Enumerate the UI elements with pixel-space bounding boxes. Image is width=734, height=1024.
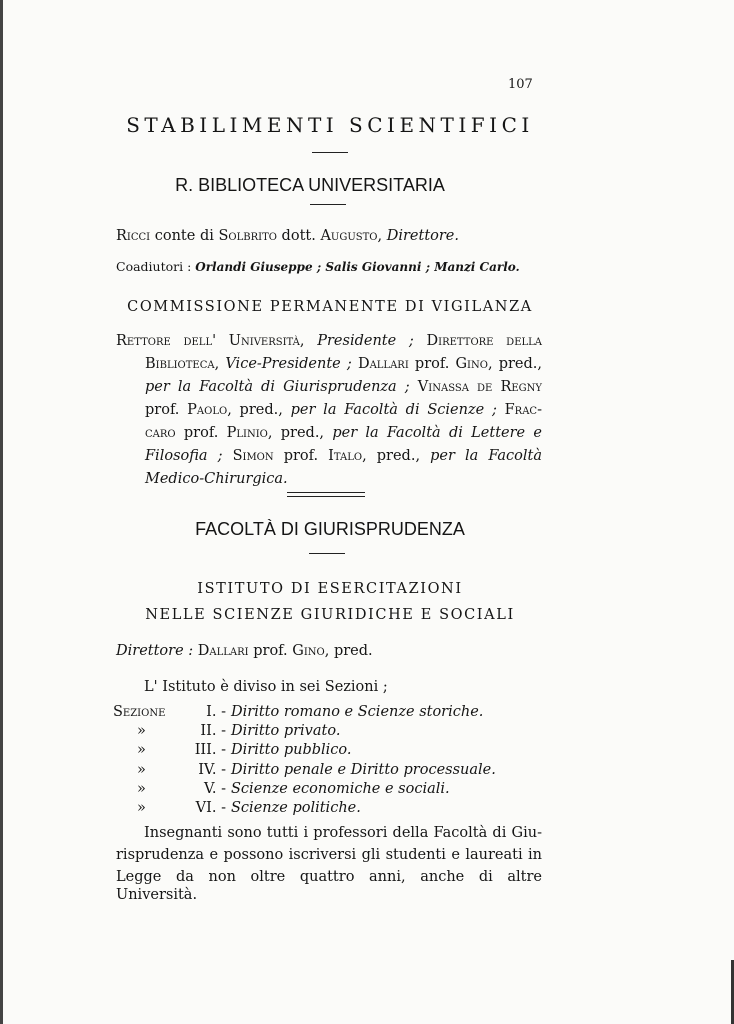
commission-line bbox=[145, 401, 542, 419]
ditto-mark: » bbox=[137, 800, 146, 816]
coadiutori-names: Orlandi Giuseppe ; Salis Giovanni ; Manzi Carlo. bbox=[195, 260, 520, 274]
section-item bbox=[178, 780, 450, 798]
ditto-mark: » bbox=[137, 742, 146, 759]
text-run: Augusto bbox=[320, 228, 378, 244]
text-run: prof. bbox=[408, 356, 456, 372]
text-run: per la Facoltà bbox=[430, 448, 543, 464]
text-run: prof. bbox=[175, 425, 227, 441]
text-run: per la Facoltà di Lettere e bbox=[332, 425, 542, 441]
text-run: , pred., bbox=[362, 448, 431, 464]
library-heading: R. BIBLIOTECA UNIVERSITARIA bbox=[175, 175, 445, 195]
section-number: II. - bbox=[200, 723, 226, 740]
ditto-mark: » bbox=[137, 761, 146, 778]
text-run: , pred., bbox=[227, 402, 291, 418]
text-run: Simon bbox=[232, 448, 274, 464]
institute-intro: L' Istituto è diviso in sei Sezioni ; bbox=[144, 679, 388, 695]
section-number: IV. - bbox=[198, 761, 226, 778]
library-director bbox=[116, 227, 459, 245]
text-run: per la Facoltà di Scienze ; bbox=[290, 402, 497, 418]
section-number: V. - bbox=[203, 780, 226, 797]
section-name: Diritto penale e Diritto processuale. bbox=[231, 761, 496, 778]
text-run: Gino bbox=[455, 356, 488, 372]
text-run: conte di bbox=[150, 228, 219, 244]
text-run: Biblioteca bbox=[145, 356, 215, 372]
text-run: prof. bbox=[248, 643, 293, 659]
page-number: 107 bbox=[508, 77, 533, 92]
coadiutori-label: Coadiutori : bbox=[116, 259, 196, 274]
text-run: Direttore : bbox=[116, 643, 194, 659]
text-run: Paolo bbox=[187, 402, 228, 418]
text-run: prof. bbox=[273, 448, 329, 464]
text-run: Italo bbox=[328, 448, 363, 464]
section-name: Diritto privato. bbox=[231, 723, 341, 740]
text-run: , pred., bbox=[487, 356, 542, 372]
ditto-mark: » bbox=[137, 780, 146, 797]
text-run: prof. bbox=[145, 402, 188, 418]
section-number: I. - bbox=[206, 704, 226, 720]
text-run: Dallari bbox=[197, 643, 249, 659]
section-number: III. - bbox=[194, 742, 226, 759]
text-run: dott. bbox=[276, 228, 321, 244]
text-run: , pred., bbox=[267, 425, 333, 441]
text-run bbox=[497, 402, 505, 418]
ditto-mark: » bbox=[137, 723, 146, 740]
section-item bbox=[178, 761, 496, 779]
text-run bbox=[223, 448, 233, 464]
closing-line: risprudenza e possono iscriversi gli studenti e laureati in bbox=[116, 847, 542, 863]
section-label: Sezione bbox=[113, 704, 166, 720]
text-run: , bbox=[377, 228, 387, 244]
text-run: Medico-Chirurgica. bbox=[145, 471, 288, 487]
text-run: caro bbox=[145, 425, 176, 441]
double-divider-top bbox=[287, 492, 365, 493]
double-divider-bottom bbox=[287, 496, 365, 497]
text-run: Vice-Presidente ; bbox=[225, 356, 352, 372]
text-run: Vinassa de Regny bbox=[417, 379, 543, 395]
closing-line: Insegnanti sono tutti i professori della Facoltà di Giu- bbox=[144, 825, 542, 841]
text-run: per la Facoltà di Giurisprudenza ; bbox=[145, 379, 410, 395]
text-run: , bbox=[299, 333, 318, 349]
closing-line: Legge da non oltre quattro anni, anche di altre Università. bbox=[116, 869, 542, 903]
section-item bbox=[178, 722, 340, 740]
commission-line bbox=[145, 424, 542, 442]
section-name: Scienze politiche. bbox=[231, 800, 361, 816]
text-run: Frac- bbox=[504, 402, 542, 418]
text-run: Presidente ; bbox=[317, 333, 414, 349]
text-run: Gino bbox=[292, 643, 325, 659]
section-title: STABILIMENTI SCIENTIFICI bbox=[126, 113, 534, 137]
commission-line bbox=[116, 332, 542, 350]
text-run bbox=[414, 333, 427, 349]
commission-line bbox=[145, 470, 542, 488]
commission-line bbox=[145, 355, 542, 373]
section-name: Diritto pubblico. bbox=[231, 742, 352, 759]
text-run: Ricci bbox=[116, 228, 151, 244]
text-run: Rettore dell' Università bbox=[116, 333, 300, 349]
faculty-heading: FACOLTÀ DI GIURISPRUDENZA bbox=[195, 519, 465, 539]
institute-title-1: ISTITUTO DI ESERCITAZIONI bbox=[197, 581, 463, 597]
text-run: Plinio bbox=[226, 425, 268, 441]
section-name: Scienze economiche e sociali. bbox=[231, 780, 450, 797]
divider bbox=[312, 152, 348, 153]
text-run: , bbox=[214, 356, 226, 372]
section-item bbox=[178, 703, 483, 721]
commission-line bbox=[145, 378, 542, 396]
section-name: Diritto romano e Scienze storiche. bbox=[231, 704, 484, 720]
text-run: Direttore. bbox=[386, 228, 459, 244]
library-coadiutori bbox=[116, 258, 520, 276]
text-run: Direttore della bbox=[426, 333, 543, 349]
section-item bbox=[178, 799, 361, 817]
commission-heading: COMMISSIONE PERMANENTE DI VIGILANZA bbox=[127, 299, 533, 315]
divider bbox=[310, 204, 346, 205]
commission-line bbox=[145, 447, 542, 465]
divider bbox=[309, 553, 345, 554]
institute-title-2: NELLE SCIENZE GIURIDICHE E SOCIALI bbox=[145, 607, 515, 623]
text-run bbox=[410, 379, 418, 395]
text-run: Solbrito bbox=[218, 228, 277, 244]
text-run: Filosofia ; bbox=[145, 448, 223, 464]
institute-director bbox=[116, 642, 373, 660]
text-run: , pred. bbox=[324, 643, 373, 659]
text-run: Dallari bbox=[357, 356, 409, 372]
section-number: VI. - bbox=[195, 800, 226, 816]
section-item bbox=[178, 741, 352, 759]
page-edge bbox=[0, 0, 3, 1024]
